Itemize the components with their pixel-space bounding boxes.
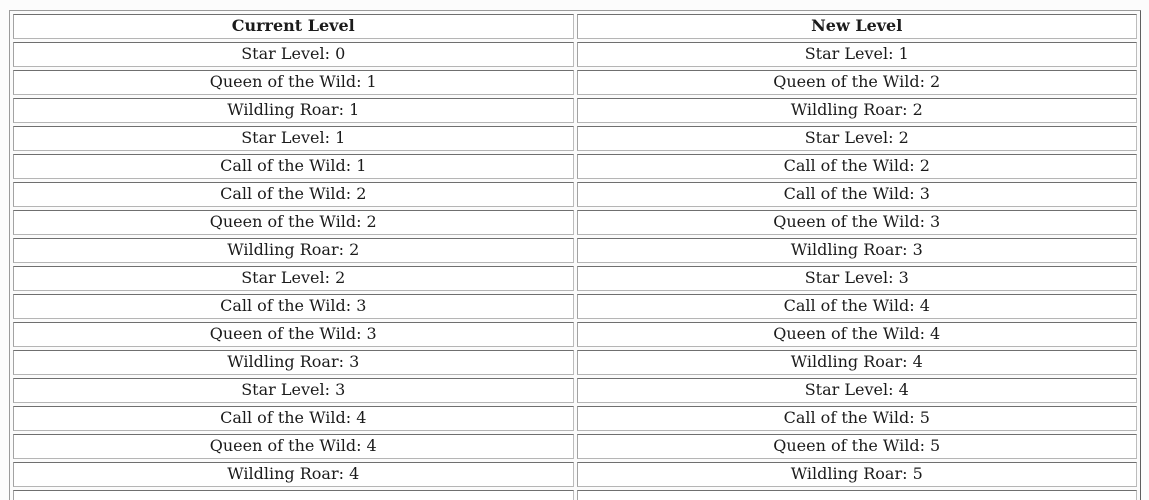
table-row <box>13 210 1137 235</box>
new-level-cell: Queen of the Wild: 5 <box>577 434 1138 459</box>
table-row <box>13 98 1137 123</box>
current-level-cell: Star Level: 0 <box>13 42 574 67</box>
new-level-cell: Call of the Wild: 2 <box>577 154 1138 179</box>
table-row <box>13 126 1137 151</box>
current-level-cell: Call of the Wild: 1 <box>13 154 574 179</box>
table-row <box>13 434 1137 459</box>
new-level-cell: Queen of the Wild: 2 <box>577 70 1138 95</box>
current-level-cell: Star Level: 2 <box>13 266 574 291</box>
table-row <box>13 462 1137 487</box>
new-level-cell <box>577 490 1138 500</box>
new-level-cell: Wildling Roar: 3 <box>577 238 1138 263</box>
table-row <box>13 154 1137 179</box>
partially-visible-row <box>13 490 1137 500</box>
current-level-cell: Star Level: 1 <box>13 126 574 151</box>
new-level-cell: Queen of the Wild: 4 <box>577 322 1138 347</box>
level-upgrade-table <box>9 10 1141 500</box>
new-level-cell: Star Level: 4 <box>577 378 1138 403</box>
new-level-cell: Call of the Wild: 5 <box>577 406 1138 431</box>
new-level-cell: Star Level: 3 <box>577 266 1138 291</box>
current-level-cell: Wildling Roar: 4 <box>13 462 574 487</box>
current-level-cell: Call of the Wild: 4 <box>13 406 574 431</box>
new-level-cell: Wildling Roar: 5 <box>577 462 1138 487</box>
table-body <box>13 42 1137 500</box>
header-row <box>13 14 1137 39</box>
table-row <box>13 350 1137 375</box>
current-level-cell: Wildling Roar: 3 <box>13 350 574 375</box>
new-level-cell: Call of the Wild: 3 <box>577 182 1138 207</box>
table-row <box>13 182 1137 207</box>
table-row <box>13 406 1137 431</box>
new-level-cell: Star Level: 2 <box>577 126 1138 151</box>
new-level-cell: Star Level: 1 <box>577 42 1138 67</box>
current-level-cell <box>13 490 574 500</box>
table-header <box>13 14 1137 39</box>
table-row <box>13 378 1137 403</box>
table-row <box>13 70 1137 95</box>
current-level-cell: Call of the Wild: 3 <box>13 294 574 319</box>
current-level-cell: Star Level: 3 <box>13 378 574 403</box>
new-level-cell: Wildling Roar: 2 <box>577 98 1138 123</box>
table-row <box>13 238 1137 263</box>
column-header-new-level: New Level <box>577 14 1138 39</box>
current-level-cell: Queen of the Wild: 1 <box>13 70 574 95</box>
current-level-cell: Queen of the Wild: 3 <box>13 322 574 347</box>
column-header-current-level: Current Level <box>13 14 574 39</box>
new-level-cell: Wildling Roar: 4 <box>577 350 1138 375</box>
current-level-cell: Queen of the Wild: 4 <box>13 434 574 459</box>
table-row <box>13 294 1137 319</box>
table-row <box>13 42 1137 67</box>
new-level-cell: Queen of the Wild: 3 <box>577 210 1138 235</box>
new-level-cell: Call of the Wild: 4 <box>577 294 1138 319</box>
current-level-cell: Queen of the Wild: 2 <box>13 210 574 235</box>
table-row <box>13 266 1137 291</box>
current-level-cell: Wildling Roar: 1 <box>13 98 574 123</box>
current-level-cell: Call of the Wild: 2 <box>13 182 574 207</box>
table-row <box>13 322 1137 347</box>
current-level-cell: Wildling Roar: 2 <box>13 238 574 263</box>
